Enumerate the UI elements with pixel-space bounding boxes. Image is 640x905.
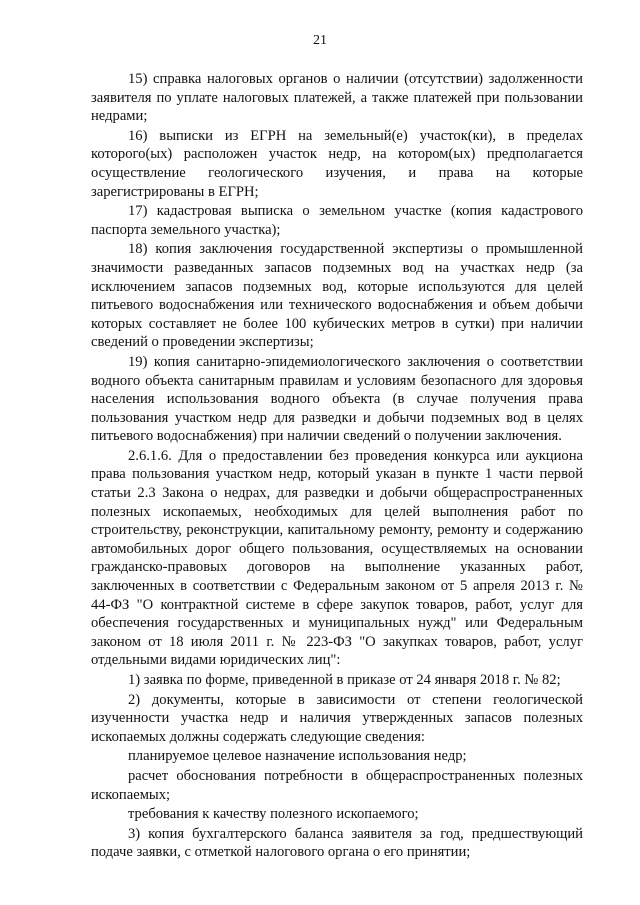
list-item-19: 19) копия санитарно-эпидемиологического заключения о соответствии водного объекта санитарным правилам и условиям безопасного для здоровья населения использования водного объекта (в случае получения права пользования участком недр для разведки и добычи подземных вод в целях питьевого водоснабжения) при наличии сведений о получении заключения.: [91, 353, 583, 445]
sub-item-3: 3) копия бухгалтерского баланса заявителя за год, предшествующий подаче заявки, с отметкой налогового органа о его принятии;: [91, 825, 583, 861]
document-body: [91, 70, 583, 863]
sub-item-2: 2) документы, которые в зависимости от степени геологической изученности участка недр и наличия утвержденных запасов полезных ископаемых должны содержать следующие сведения:: [91, 691, 583, 745]
page-number: 21: [313, 33, 327, 48]
sub-item-1: 1) заявка по форме, приведенной в приказе от 24 января 2018 г. № 82;: [128, 672, 561, 688]
requirement-purpose: планируемое целевое назначение использования недр;: [128, 748, 467, 765]
requirement-quality: требования к качеству полезного ископаемого;: [128, 806, 419, 823]
list-item-18: 18) копия заключения государственной экспертизы о промышленной значимости разведанных запасов подземных вод на участках недр (за исключением запасов подземных вод, которые используются для целей питьевого водоснабжения или технического водоснабжения и объем добычи которых составляет не более 100 кубических метров в сутки) при наличии сведений о проведении экспертизы;: [91, 241, 583, 351]
list-item-16: 16) выписки из ЕГРН на земельный(е) участок(ки), в пределах которого(ых) расположен участок недр, на котором(ых) предполагается осуществление геологического изучения, и права на которые зарегистрированы в ЕГРН;: [91, 127, 583, 200]
list-item-17: 17) кадастровая выписка о земельном участке (копия кадастрового паспорта земельного участка);: [91, 203, 583, 238]
section-2-6-1-6: 2.6.1.6. Для о предоставлении без проведения конкурса или аукциона права пользования участком недр, который указан в пункте 1 части первой статьи 2.3 Закона о недрах, для разведки и добычи общераспространенных полезных ископаемых, необходимых для целей выполнения работ по строительству, реконструкции, капитальному ремонту, ремонту и содержанию автомобильных дорог общего пользования, осуществляемых на основании гражданско-правовых договоров на выполнение указанных работ, заключенных в соответствии с Федеральным законом от 5 апреля 2013 г. № 44-ФЗ "О контрактной системе в сфере закупок товаров, работ, услуг для обеспечения государственных и муниципальных нужд" или Федеральным законом от 18 июля 2011 г. № 223-ФЗ "О закупках товаров, работ, услуг отдельными видами юридических лиц":: [91, 447, 583, 669]
requirement-calculation: расчет обоснования потребности в общераспространенных полезных ископаемых;: [91, 767, 583, 803]
list-item-15: 15) справка налоговых органов о наличии (отсутствии) задолженности заявителя по уплате налоговых платежей, а также платежей при пользовании недрами;: [91, 71, 583, 125]
